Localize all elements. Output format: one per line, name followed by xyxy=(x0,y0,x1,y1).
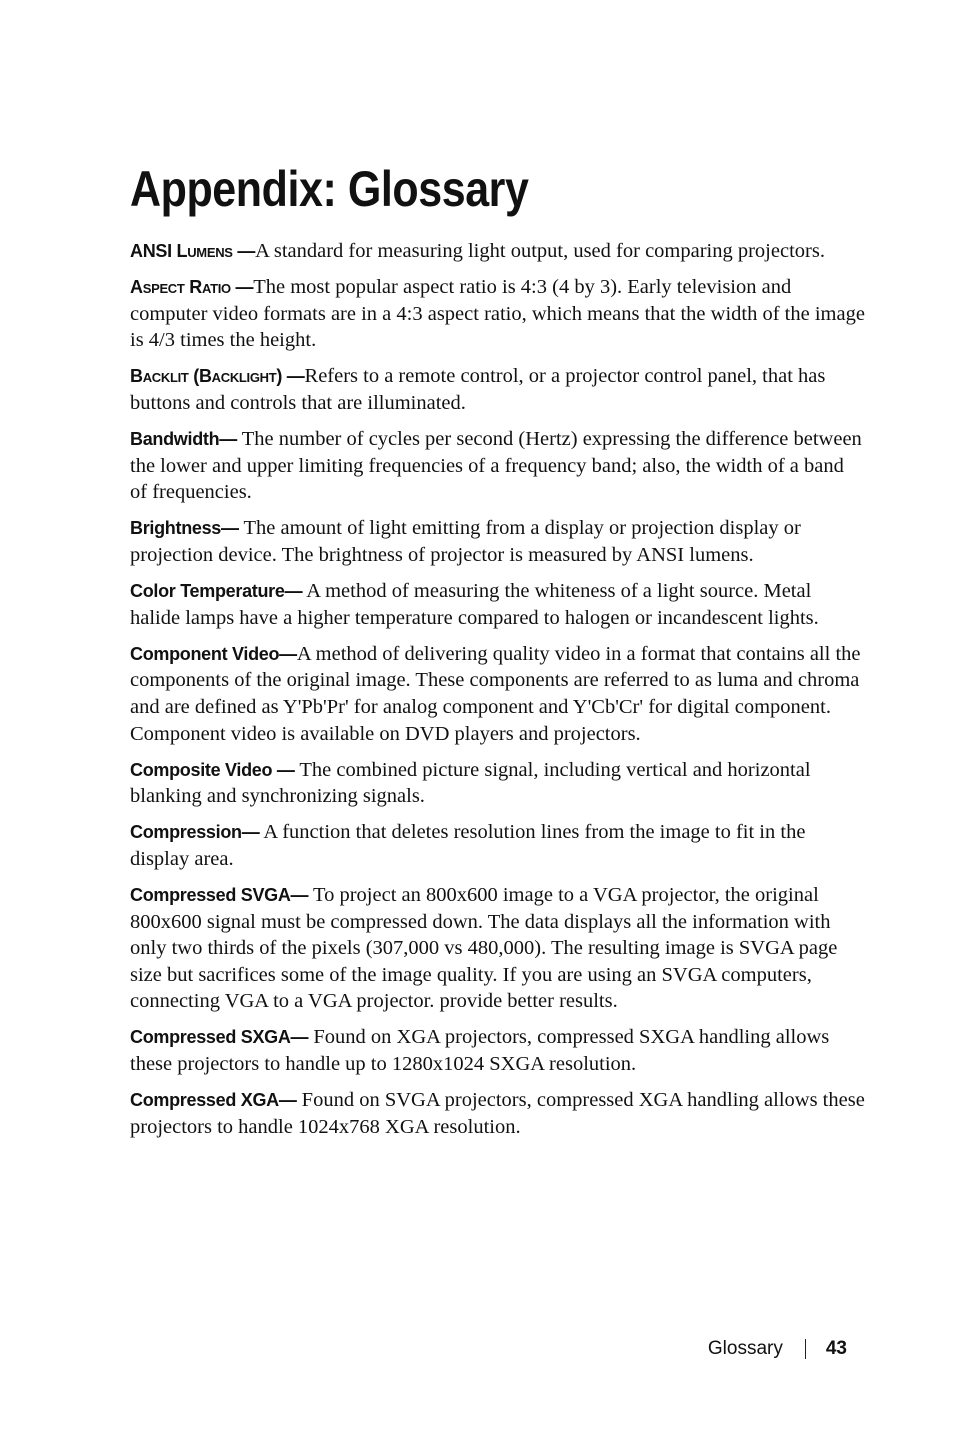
glossary-list xyxy=(130,238,865,1150)
glossary-term: ANSI Lumens — xyxy=(130,241,256,261)
glossary-term: Bandwidth— xyxy=(130,429,237,450)
glossary-entry-compressed-svga xyxy=(130,882,865,1015)
glossary-definition: The number of cycles per second (Hertz) expressing the difference between the lower and upper limiting frequencies of a frequency band; also, the width of a band of frequencies. xyxy=(130,428,862,504)
glossary-entry-brightness xyxy=(130,515,865,568)
footer-divider xyxy=(805,1339,806,1359)
glossary-definition: The combined picture signal, including vertical and horizontal blanking and synchronizing signals. xyxy=(130,758,811,808)
glossary-definition: The amount of light emitting from a display or projection display or projection device. The brightness of projector is measured by ANSI lumens. xyxy=(130,517,801,566)
glossary-term: Brightness— xyxy=(130,518,239,539)
glossary-term: Compressed XGA— xyxy=(130,1090,297,1111)
glossary-entry-composite-video xyxy=(130,757,865,810)
glossary-term: Component Video— xyxy=(130,643,297,664)
glossary-entry-backlit xyxy=(130,363,865,416)
glossary-entry-compression xyxy=(130,819,865,872)
glossary-entry-ansi-lumens xyxy=(130,238,865,265)
glossary-term: Compressed SVGA— xyxy=(130,884,309,905)
glossary-term: Compression— xyxy=(130,822,260,843)
page-title: Appendix: Glossary xyxy=(130,161,529,217)
glossary-definition: The most popular aspect ratio is 4:3 (4 by 3). Early television and computer video formats are in a 4:3 aspect ratio, which means that the width of the image is 4/3 times the height. xyxy=(130,276,865,352)
glossary-entry-compressed-xga xyxy=(130,1087,865,1140)
glossary-definition: Found on XGA projectors, compressed SXGA handling allows these projectors to handle up to 1280x1024 SXGA resolution. xyxy=(130,1026,830,1076)
glossary-term: Composite Video — xyxy=(130,759,295,780)
glossary-entry-aspect-ratio xyxy=(130,274,865,354)
glossary-entry-bandwidth xyxy=(130,426,865,506)
glossary-entry-component-video xyxy=(130,641,865,747)
glossary-term: Compressed SXGA— xyxy=(130,1027,309,1048)
page-footer xyxy=(708,1338,847,1360)
glossary-definition: A method of measuring the whiteness of a light source. Metal halide lamps have a higher temperature compared to halogen or incandescent lights. xyxy=(130,580,819,629)
glossary-term: Color Temperature— xyxy=(130,581,303,602)
footer-section-label: Glossary xyxy=(707,1338,783,1359)
glossary-term: Backlit (Backlight) — xyxy=(130,366,305,387)
glossary-definition: Found on SVGA projectors, compressed XGA handling allows these projectors to handle 1024x768 XGA resolution. xyxy=(130,1089,865,1138)
glossary-definition: A standard for measuring light output, used for comparing projectors. xyxy=(255,240,825,262)
glossary-term: Aspect Ratio — xyxy=(130,277,254,298)
glossary-entry-compressed-sxga xyxy=(130,1024,865,1077)
glossary-definition: Refers to a remote control, or a projector control panel, that has buttons and controls that are illuminated. xyxy=(130,365,826,414)
glossary-entry-color-temperature xyxy=(130,578,865,631)
glossary-definition: A method of delivering quality video in a format that contains all the components of the original image. These components are referred to as luma and chroma and are defined as Y'Pb'Pr' for analog component and Y'Cb'Cr' for digital component. Component video is available on DVD players and projectors. xyxy=(130,642,861,745)
page-number: 43 xyxy=(825,1338,847,1359)
glossary-definition: A function that deletes resolution lines from the image to fit in the display area. xyxy=(130,821,806,870)
glossary-definition: To project an 800x600 image to a VGA projector, the original 800x600 signal must be compressed down. The data displays all the information with only two thirds of the pixels (307,000 vs 480,000). The resulting image is SVGA page size but sacrifices some of the image quality. If you are using an SVGA computers, connecting VGA to a VGA projector. provide better results. xyxy=(130,883,838,1013)
